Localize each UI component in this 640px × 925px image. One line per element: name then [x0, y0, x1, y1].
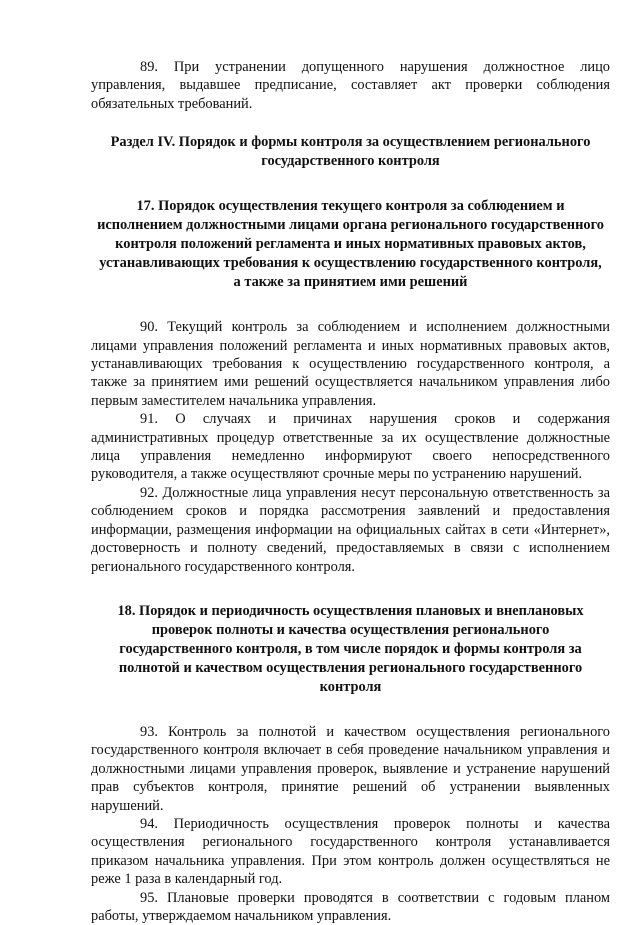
paragraph-95: 95. Плановые проверки проводятся в соответствии с годовым планом работы, утверждаемом начальником управления. [91, 889, 610, 924]
subsection-17-heading: 17. Порядок осуществления текущего контроля за соблюдением и исполнением должностными лицами органа регионального государственного контроля положений регламента и иных нормативных правовых актов, устанавливающих требования к осуществлению государственного контроля, а также за принятием ими решений [97, 198, 604, 291]
paragraph-91: 91. О случаях и причинах нарушения сроков и содержания административных процедур ответственные за их осуществление должностные лица управления немедленно информируют своего непосредственного руководителя, а также осуществляют срочные меры по устранению нарушений. [91, 411, 610, 483]
paragraph-94: 94. Периодичность осуществления проверок полноты и качества осуществления регионального государственного контроля устанавливается приказом начальника управления. При этом контроль должен осуществляться не реже 1 раза в календарный год. [91, 815, 610, 888]
paragraph-93: 93. Контроль за полнотой и качеством осуществления регионального государственного контроля включает в себя проведение начальником управления и должностными лицами управления проверок, выявление и устранение нарушений прав субъектов контроля, принятие решений об устранении выявленных нарушений. [91, 723, 610, 814]
subsection-18-heading: 18. Порядок и периодичность осуществления плановых и внеплановых проверок полноты и качества осуществления регионального государственного контроля, в том числе порядок и формы контроля за полнотой и качеством осуществления регионального государственного контроля [117, 602, 584, 695]
paragraph-89: 89. При устранении допущенного нарушения должностное лицо управления, выдавшее предписание, составляет акт проверки соблюдения обязательных требований. [91, 59, 610, 112]
section-4-heading: Раздел IV. Порядок и формы контроля за осуществлением регионального государственного контроля [110, 134, 591, 170]
paragraph-92: 92. Должностные лица управления несут персональную ответственность за соблюдением сроков и порядка рассмотрения заявлений и предоставления информации, размещения информации на официальных сайтах в сети «Интернет», достоверность и полноту сведений, предоставляемых в связи с исполнением регионального государственного контроля. [91, 484, 610, 575]
paragraph-90: 90. Текущий контроль за соблюдением и исполнением должностными лицами управления положений регламента и иных нормативных правовых актов, устанавливающих требования к осуществлению государственного контроля, а также за принятием ими решений осуществляется начальником управления либо первым заместителем начальника управления. [91, 319, 610, 409]
